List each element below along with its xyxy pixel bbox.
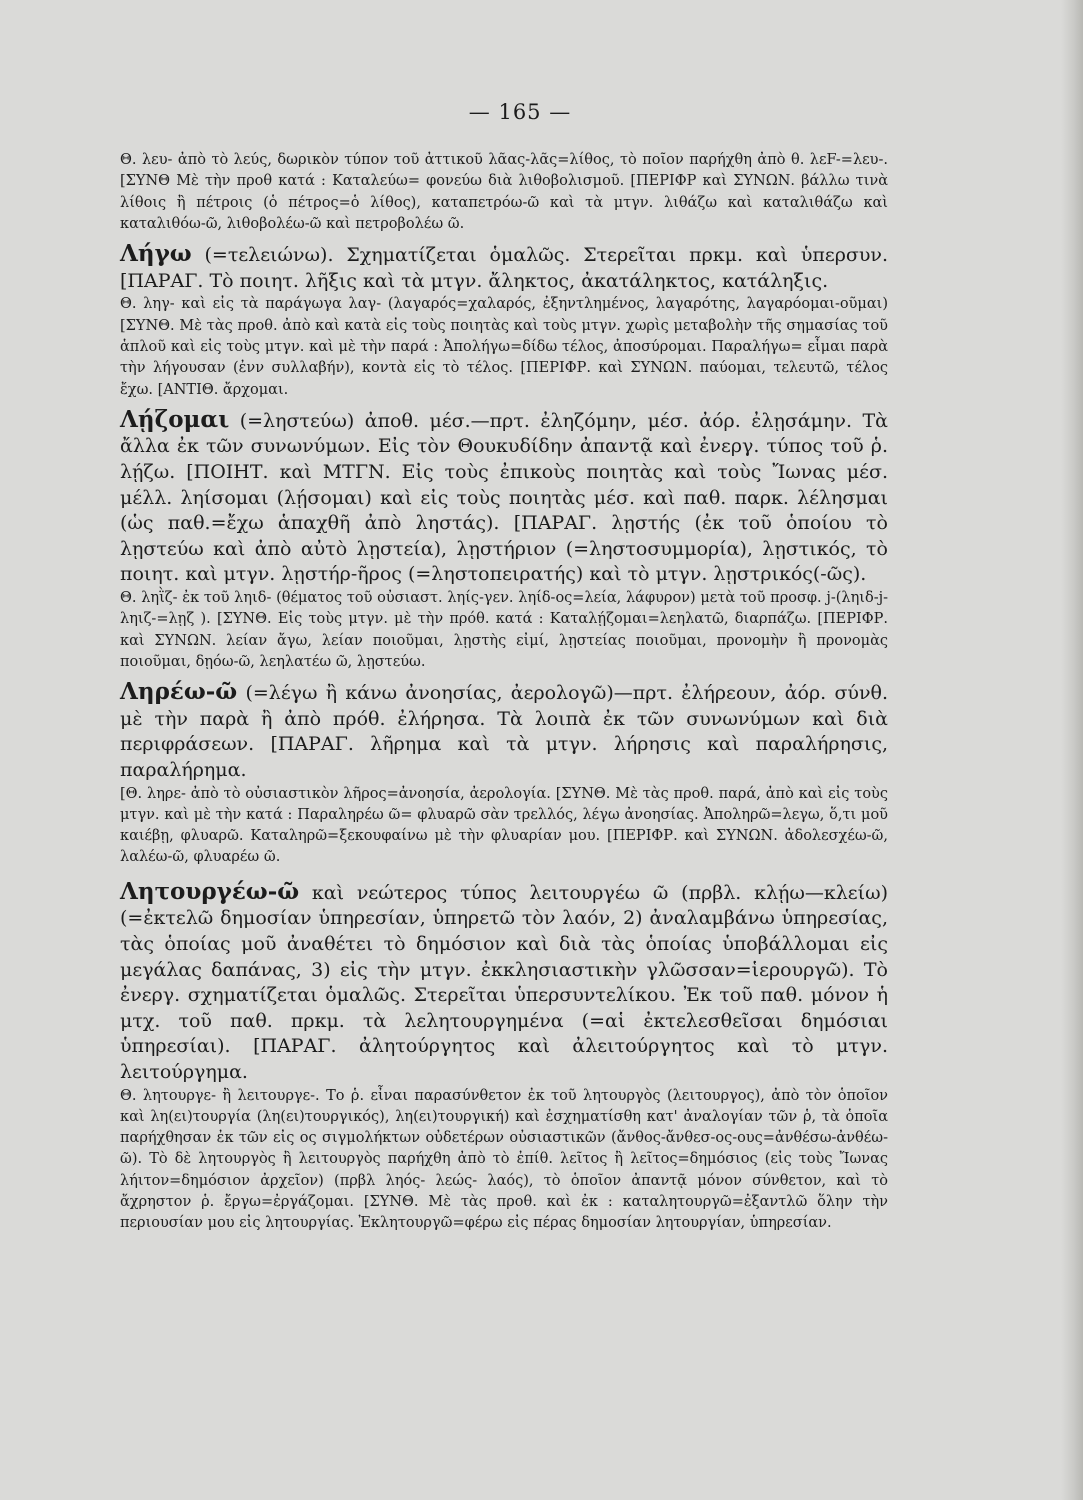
entry-letourgeo-text: καὶ νεώτερος τύπος λειτουργέω ῶ (πρβλ. κλῄω—κλείω) (=ἐκτελῶ δημοσίαν ὑπηρεσίαν, ὑπηρετῶ τὸν λαόν, 2) ἀναλαμβάνω ὑπηρεσίας, τὰς ὁποίας μοῦ ἀναθέτει τὸ δημόσιον καὶ διὰ τὰς ὁποίας ὑποβάλλομαι εἰς μεγάλας δαπάνας, 3) εἰς τὴν μτγν. ἐκκλησιαστικὴν γλῶσσαν=ἱερουργῶ). Τὸ ἐνεργ. σχηματίζεται ὁμαλῶς. Στερεῖται ὑπερσυντελίκου. Ἐκ τοῦ παθ. μόνον ἡ μτχ. τοῦ παθ. πρκμ. τὰ λελητουργημένα (=αἱ ἐκτελεσθεῖσαι δημόσιαι ὑπηρεσίαι). [ΠΑΡΑΓ. ἀλητούργητος καὶ ἀλειτούργητος καὶ τὸ μτγν. λειτούργημα. — [120, 881, 888, 1083]
headword-lereo: Ληρέω-ῶ — [120, 678, 238, 706]
entry-letourgeo-notes: Θ. λητουργε- ἢ λειτουργε-. Το ῥ. εἶναι παρασύνθετον ἐκ τοῦ λητουργὸς (λειτουργος), ἀπὸ τὸν ὁποῖον καὶ λη(ει)τουργία (λη(ει)τουργικός), λη(ει)τουργική) καὶ ἐσχηματίσθη κατ' ἀναλογίαν τῶν ῥ, τὰ ὁποῖα παρήχθησαν ἐκ τῶν εἰς ος σιγμολήκτων οὐδετέρων οὐσιαστικῶν (ἄνθος-ἄνθεσ-ος-ους=ἀνθέσω-ἀνθέω-ῶ). Τὸ δὲ λητουργὸς ἢ λειτουργὸς παρήχθη ἀπὸ τὸ ἐπίθ. λεῖτος ἢ λεῖτος=δημόσιος (εἰς τοὺς Ἴωνας λήιτον=δημόσιον ἀρχεῖον) (πρβλ ληός- λεώς- λαός), τὸ ὁποῖον ἀπαντᾷ μόνον σύνθετον, καὶ τὸ ἄχρηστον ῥ. ἔργω=ἐργάζομαι. [ΣΥΝΘ. Μὲ τὰς προθ. καὶ ἐκ : καταλητουργῶ=ἐξαντλῶ ὅλην τὴν περιουσίαν μου εἰς λητουργίας. Ἐκλητουργῶ=φέρω εἰς πέρας δημοσίαν λητουργίαν, ὑπηρεσίαν. — [120, 1087, 888, 1232]
entry-lereo — [120, 679, 888, 783]
page-spine-shadow — [1061, 0, 1083, 1500]
entry-lego-notes: Θ. ληγ- καὶ εἰς τὰ παράγωγα λαγ- (λαγαρός=χαλαρός, ἐξηντλημένος, λαγαρότης, λαγαρόομαι-οῦμαι) [ΣΥΝΘ. Μὲ τὰς προθ. ἀπὸ καὶ κατὰ εἰς τοὺς ποιητὰς καὶ τοὺς μτγν. χωρὶς μεταβολὴν τῆς σημασίας τοῦ ἁπλοῦ καὶ εἰς τοὺς μτγν. καὶ μὲ τὴν παρά : Ἀπολήγω=δίδω τέλος, ἀποσύρομαι. Παραλήγω= εἶμαι παρὰ τὴν λήγουσαν (ἐνν συλλαβήν), κοντὰ εἰς τὸ τέλος. [ΠΕΡΙΦΡ. καὶ ΣΥΝΩΝ. παύομαι, τελευτῶ, τέλος ἔχω. [ΑΝΤΙΘ. ἄρχομαι. — [120, 296, 888, 398]
entry-lereo-text: (=λέγω ἢ κάνω ἀνοησίας, ἀερολογῶ)—πρτ. ἐλήρεουν, ἀόρ. σύνθ. μὲ τὴν παρὰ ἢ ἀπὸ πρόθ. ἐλήρησα. Τὰ λοιπὰ ἐκ τῶν συνωνύμων καὶ διὰ περιφράσεων. [ΠΑΡΑΓ. λῆρημα καὶ τὰ μτγν. λήρησις καὶ παραλήρησις, παραλήρημα. — [120, 682, 888, 781]
entry-leizomai — [120, 407, 888, 588]
dictionary-body — [120, 150, 888, 1235]
page-number: — 165 — — [468, 100, 572, 124]
entry-lego — [120, 241, 888, 294]
headword-leizomai: Λῄζομαι — [120, 405, 230, 433]
headword-letourgeo: Λητουργέω-ῶ — [120, 877, 300, 905]
entry-legu-notes: Θ. λευ- ἀπὸ τὸ λεύς, δωρικὸν τύπον τοῦ ἀττικοῦ λᾶας-λᾶς=λίθος, τὸ ποῖον παρήχθη ἀπὸ θ. λεF-=λευ-. [ΣΥΝΘ Μὲ τὴν προθ κατά : Καταλεύω= φονεύω διὰ λιθοβολισμοῦ. [ΠΕΡΙΦΡ καὶ ΣΥΝΩΝ. βάλλω τινὰ λίθοις ἢ πέτροις (ὁ πέτρος=ὁ λίθος), καταπετρόω-ῶ καὶ τὰ μτγν. λιθάζω καὶ καταλιθάζω καὶ καταλιθόω-ῶ, λιθοβολέω-ῶ καὶ πετροβολέω ῶ. — [120, 152, 888, 232]
headword-lego: Λήγω — [120, 240, 192, 268]
entry-leizomai-text: (=ληστεύω) ἀποθ. μέσ.—πρτ. ἐληζόμην, μέσ. ἀόρ. ἐλῃσάμην. Τὰ ἄλλα ἐκ τῶν συνωνύμων. Εἰς τὸν Θουκυδίδην ἀπαντᾷ καὶ ἐνεργ. τύπος τοῦ ῥ. λῄζω. [ΠΟΙΗΤ. καὶ ΜΤΓΝ. Εἰς τοὺς ἐπικοὺς ποιητὰς καὶ τοὺς Ἴωνας μέσ. μέλλ. ληίσομαι (λῄσομαι) καὶ εἰς τοὺς ποιητὰς μέσ. καὶ παθ. παρκ. λέλησμαι (ὡς παθ.=ἔχω ἁπαχθῆ ἀπὸ ληστάς). [ΠΑΡΑΓ. λῃστής (ἐκ τοῦ ὁποίου τὸ λῃστεύω καὶ ἀπὸ αὐτὸ λῃστεία), λῃστήριον (=ληστοσυμμορία), λῃστικός, τὸ ποιητ. καὶ μτγν. λῃστήρ-ῆρος (=ληστοπειρατής) καὶ τὸ μτγν. λῃστρικός(-ῶς). — [120, 409, 888, 586]
entry-letourgeo — [120, 879, 888, 1086]
entry-lego-text: (=τελειώνω). Σχηματίζεται ὁμαλῶς. Στερεῖται πρκμ. καὶ ὑπερσυν. [ΠΑΡΑΓ. Τὸ ποιητ. λῆξις καὶ τὰ μτγν. ἄληκτος, ἀκατάληκτος, κατάληξις. — [120, 244, 888, 292]
entry-lereo-notes: [Θ. ληρε- ἀπὸ τὸ οὐσιαστικὸν λῆρος=ἀνοησία, ἀερολογία. [ΣΥΝΘ. Μὲ τὰς προθ. παρά, ἀπὸ καὶ εἰς τοὺς μτγν. καὶ μὲ τὴν κατά : Παραληρέω ῶ= φλυαρῶ σὰν τρελλός, λέγω ἀνοησίας. Ἀποληρῶ=λεγω, ὅ,τι μοῦ καιέβῃ, φλυαρῶ. Καταληρῶ=ξεκουφαίνω μὲ τὴν φλυαρίαν μου. [ΠΕΡΙΦΡ. καὶ ΣΥΝΩΝ. ἀδολεσχέω-ῶ, λαλέω-ῶ, φλυαρέω ῶ. — [120, 785, 888, 866]
entry-leizomai-notes: Θ. ληῒζ- ἐκ τοῦ ληιδ- (θέματος τοῦ οὐσιαστ. ληίς-γεν. ληίδ-ος=λεία, λάφυρον) μετὰ τοῦ προσφ. j-(ληιδ-j-ληιζ-=λῃζ ). [ΣΥΝΘ. Εἰς τοὺς μτγν. μὲ τὴν πρόθ. κατά : Καταλῄζομαι=λεηλατῶ, διαρπάζω. [ΠΕΡΙΦΡ. καὶ ΣΥΝΩΝ. λείαν ἄγω, λείαν ποιοῦμαι, λῃστὴς εἰμί, λῃστείας ποιοῦμαι, προνομὴν ἢ προνομὰς ποιοῦμαι, δῃόω-ῶ, λεηλατέω ῶ, λῃστεύω. — [120, 590, 888, 670]
